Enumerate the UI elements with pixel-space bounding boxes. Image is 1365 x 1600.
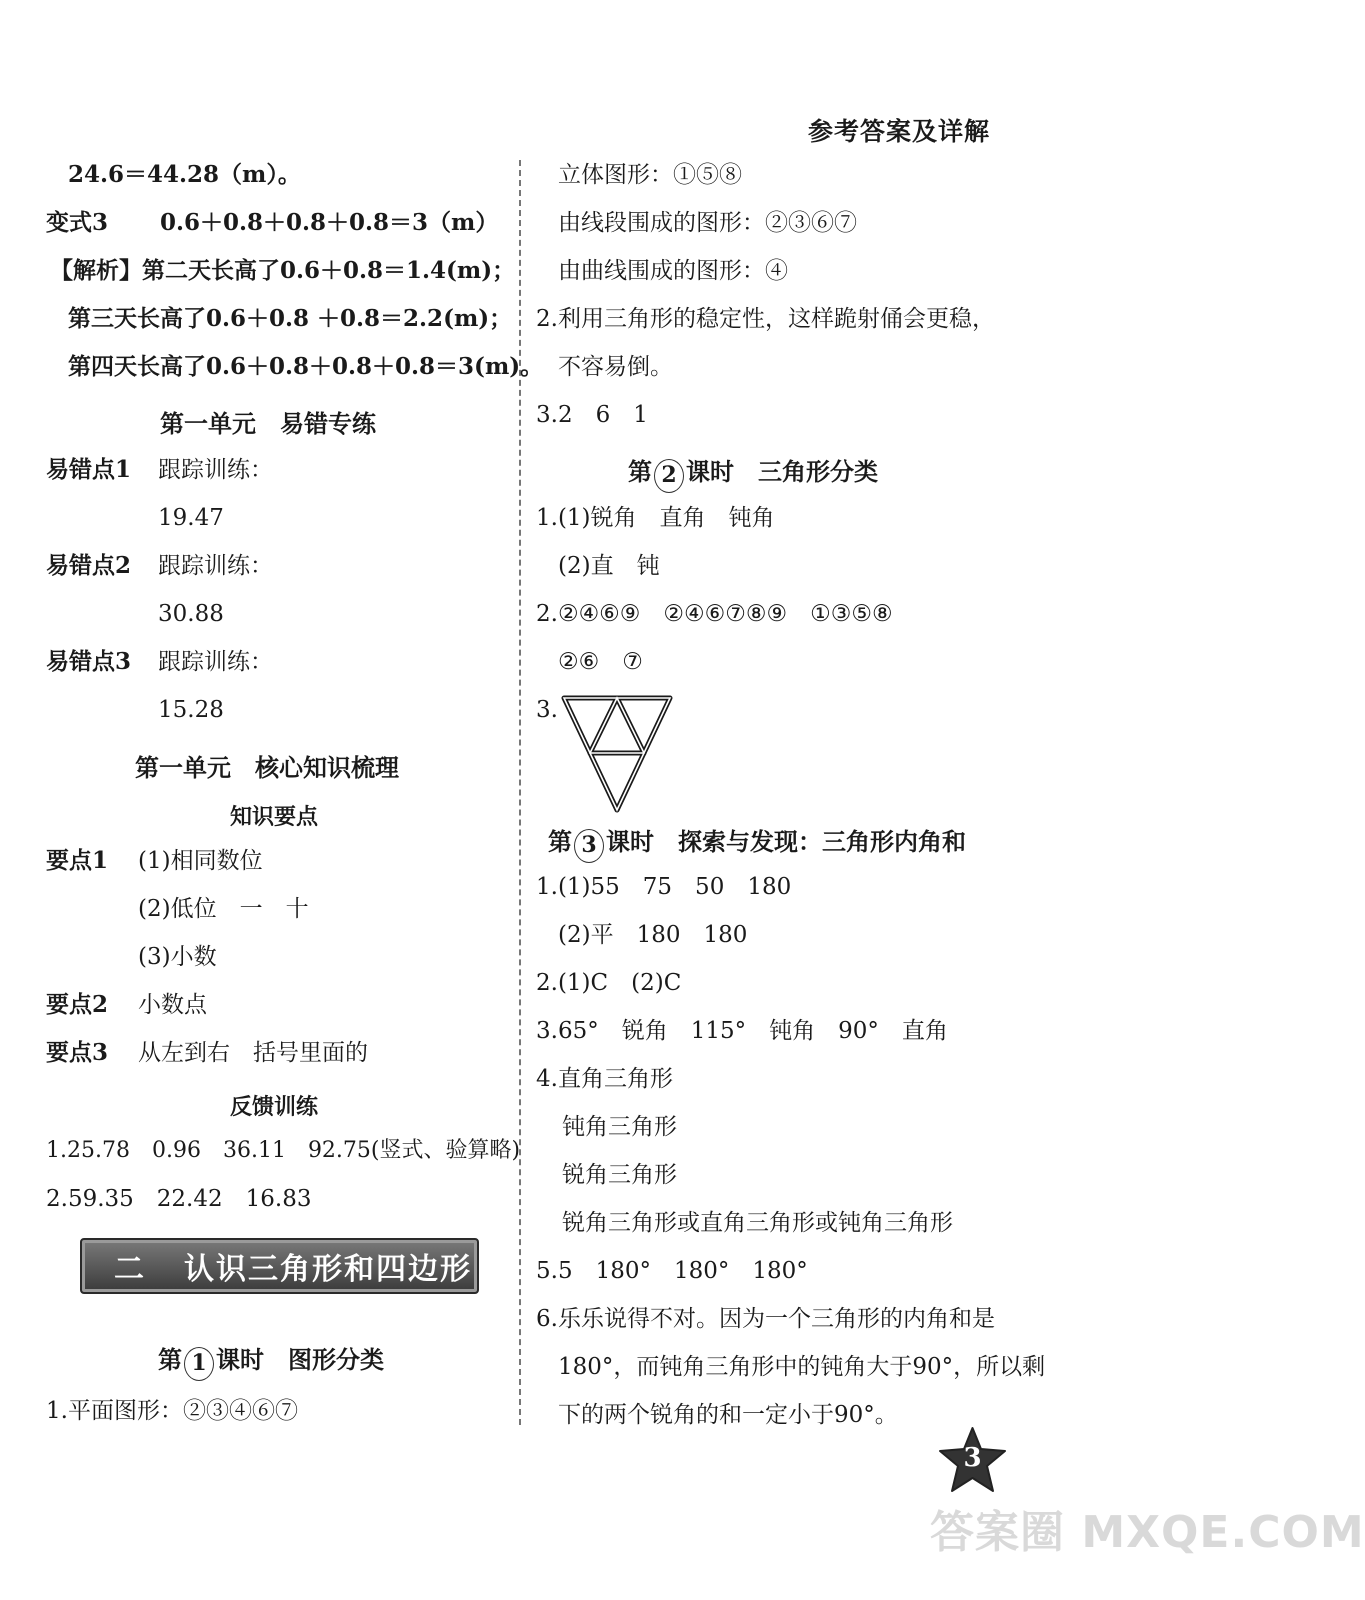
error-point-value: 19.47 [158, 505, 224, 531]
error-point-text: 跟踪训练： [158, 457, 273, 483]
key-point-text: 小数点 [138, 992, 207, 1018]
lesson-number-badge: 3 [574, 829, 604, 863]
analysis-line: 第三天长高了0.6＋0.8 ＋0.8＝2.2(m)； [68, 305, 513, 332]
error-point-text: 跟踪训练： [158, 649, 273, 675]
page-number: 3 [963, 1443, 982, 1473]
error-point-label: 易错点2 [46, 552, 132, 579]
answer-line: 6.乐乐说得不对。因为一个三角形的内角和是 [536, 1306, 995, 1332]
answer-line: 180°，而钝角三角形中的钝角大于90°，所以剩 [558, 1354, 1046, 1380]
unit-title: 认识三角形和四边形 [184, 1252, 472, 1287]
key-point-text: (3)小数 [138, 944, 217, 970]
subsection-title: 反馈训练 [230, 1094, 319, 1120]
key-point-label: 要点3 [46, 1039, 109, 1066]
answer-line: 1.(1)55 75 50 180 [536, 874, 792, 900]
unit-banner [80, 1238, 479, 1294]
key-point-label: 要点1 [46, 847, 109, 874]
key-point-text: (2)低位 一 十 [138, 896, 309, 922]
section-title: 第一单元 易错专练 [160, 409, 376, 438]
answer-line: 2.②④⑥⑨ ②④⑥⑦⑧⑨ ①③⑤⑧ [536, 601, 893, 627]
answer-line: 钝角三角形 [562, 1114, 677, 1140]
answer-line: 不容易倒。 [558, 354, 673, 380]
lesson-title: 第 3 课时 探索与发现：三角形内角和 [548, 822, 966, 863]
lesson-title: 第 2 课时 三角形分类 [628, 452, 878, 493]
section-title: 第一单元 核心知识梳理 [135, 753, 399, 782]
subsection-title: 知识要点 [230, 804, 319, 830]
error-point-value: 15.28 [158, 697, 224, 723]
answer-line: 下的两个锐角的和一定小于90°。 [558, 1402, 898, 1428]
triangle-stick-figure [558, 690, 678, 820]
analysis-line: 第四天长高了0.6＋0.8＋0.8＋0.8＝3(m)。 [68, 353, 544, 380]
answer-line: 由线段围成的图形：②③⑥⑦ [558, 210, 857, 236]
key-point-label: 要点2 [46, 991, 109, 1018]
lesson-number-badge: 2 [654, 459, 684, 493]
lesson-title: 第 1 课时 图形分类 [158, 1340, 384, 1381]
answer-line: 3.2 6 1 [536, 402, 648, 428]
answer-line: ②⑥ ⑦ [558, 649, 643, 675]
unit-number: 二 [114, 1252, 144, 1287]
answer-line: 锐角三角形 [562, 1162, 677, 1188]
error-point-text: 跟踪训练： [158, 553, 273, 579]
page-header: 参考答案及详解 [808, 117, 991, 146]
error-point-label: 易错点3 [46, 648, 132, 675]
key-point-text: (1)相同数位 [138, 848, 263, 874]
page-number-star [935, 1425, 1010, 1495]
answer-line: (2)直 钝 [558, 553, 660, 579]
lesson-number-badge: 1 [184, 1347, 214, 1381]
variant-answer: 0.6＋0.8＋0.8＋0.8＝3（m） [160, 209, 499, 236]
feedback-answer: 2.59.35 22.42 16.83 [46, 1186, 312, 1212]
answer-line: 3. [536, 697, 558, 723]
answer-line: 锐角三角形或直角三角形或钝角三角形 [562, 1210, 953, 1236]
key-point-text: 从左到右 括号里面的 [138, 1040, 368, 1066]
variant-label: 变式3 [46, 209, 109, 236]
feedback-answer: 1.25.78 0.96 36.11 92.75(竖式、验算略) [46, 1138, 521, 1163]
answer-line: 2.(1)C (2)C [536, 970, 682, 996]
answer-line: 由曲线围成的图形：④ [558, 258, 788, 284]
answer-line: 5.5 180° 180° 180° [536, 1258, 808, 1284]
answer-line: 立体图形：①⑤⑧ [558, 162, 742, 188]
watermark [930, 1488, 1365, 1598]
answer-line: 2.利用三角形的稳定性，这样跪射俑会更稳， [536, 306, 995, 332]
answer-line: 24.6＝44.28（m）。 [68, 161, 301, 188]
answer-line: 3.65° 锐角 115° 钝角 90° 直角 [536, 1018, 948, 1044]
watermark-text: 答案圈 MXQE.COM [930, 1507, 1365, 1558]
answer-line: 1.平面图形：②③④⑥⑦ [46, 1398, 298, 1424]
answer-line: 4.直角三角形 [536, 1066, 673, 1092]
analysis-line: 【解析】第二天长高了0.6＋0.8＝1.4(m)； [50, 257, 516, 284]
answer-line: (2)平 180 180 [558, 922, 748, 948]
error-point-value: 30.88 [158, 601, 224, 627]
error-point-label: 易错点1 [46, 456, 132, 483]
column-divider [519, 160, 521, 1425]
answer-line: 1.(1)锐角 直角 钝角 [536, 505, 775, 531]
